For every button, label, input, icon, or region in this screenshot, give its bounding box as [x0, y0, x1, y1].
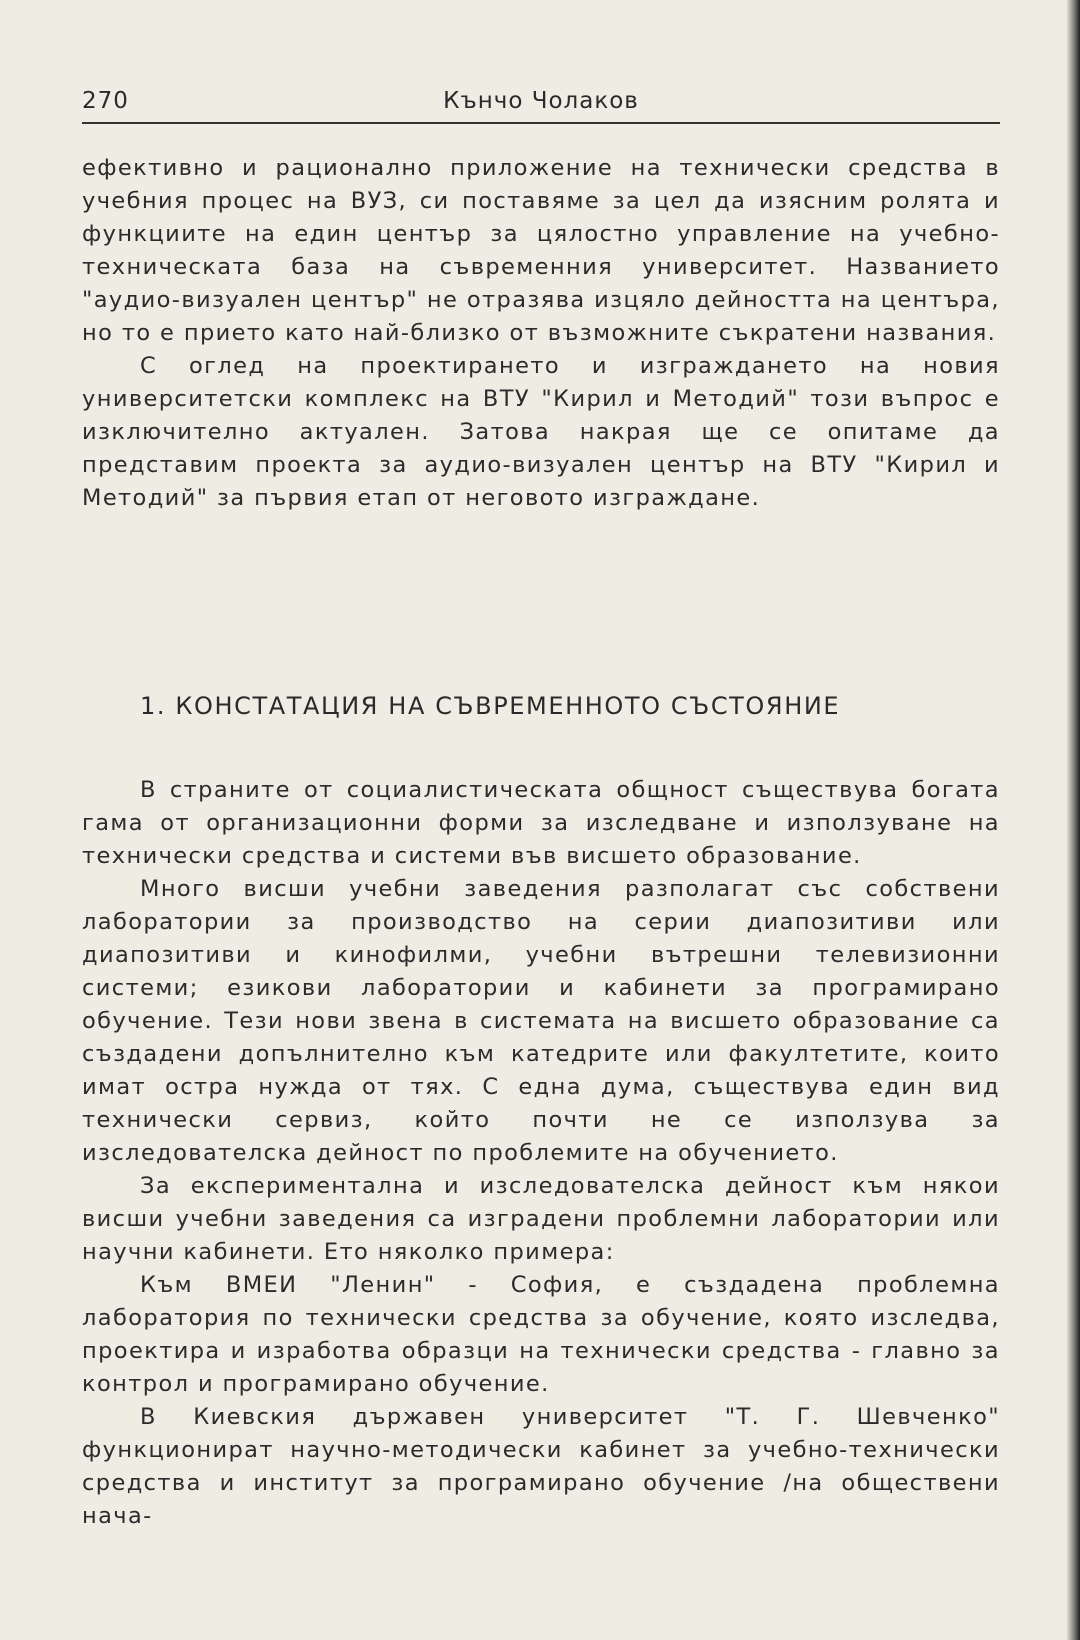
section-heading: 1. КОНСТАТАЦИЯ НА СЪВРЕМЕННОТО СЪСТОЯНИЕ: [140, 692, 841, 720]
page-header: [82, 88, 1000, 124]
section-text: [82, 774, 1000, 1533]
paragraph: Много висши учебни заведения разполагат със собствени лаборатории за производство на серии диапозитиви или диапозитиви и кинофилми, учебни вътрешни телевизионни системи; езикови лаборатории и кабинети за програмирано обучение. Тези нови звена в системата на висшето образование са създадени допълнително към катедрите или факултетите, които имат остра нужда от тях. С една дума, съществува един вид технически сервиз, който почти не се използува за изследователска дейност по проблемите на обучението.: [82, 876, 1000, 1166]
paragraph: ефективно и рационално приложение на технически средства в учебния процес на ВУЗ, си поставяме за цел да изясним ролята и функциите на един център за цялостно управление на учебно-техническата база на съвременния университет. Названието "аудио-визуален център" не отразява изцяло дейността на центъра, но то е прието като най-близко от възможните съкратени названия.: [82, 155, 1000, 346]
paragraph: В Киевския държавен университет "Т. Г. Шевченко" функционират научно-методически кабинет за учебно-технически средства и институт за програмирано обучение /на обществени нача-: [82, 1404, 1000, 1529]
intro-text: [82, 152, 1000, 515]
paragraph: В страните от социалистическата общност съществува богата гама от организационни форми за изследване и използуване на технически средства и системи във висшето образование.: [82, 777, 1000, 869]
page-number: 270: [82, 88, 129, 114]
running-head-author: Кънчо Чолаков: [443, 88, 639, 114]
paragraph: Към ВМЕИ "Ленин" - София, е създадена проблемна лаборатория по технически средства за обучение, която изследва, проектира и изработва образци на технически средства - главно за контрол и програмирано обучение.: [82, 1272, 1000, 1397]
paragraph: С оглед на проектирането и изграждането на новия университетски комплекс на ВТУ "Кирил и Методий" този въпрос е изключително актуален. Затова накрая ще се опитаме да представим проекта за аудио-визуален център на ВТУ "Кирил и Методий" за първия етап от неговото изграждане.: [82, 353, 1000, 511]
paragraph: За експериментална и изследователска дейност към някои висши учебни заведения са изградени проблемни лаборатории или научни кабинети. Ето няколко примера:: [82, 1173, 1000, 1265]
page-edge-shadow: [1066, 0, 1080, 1640]
